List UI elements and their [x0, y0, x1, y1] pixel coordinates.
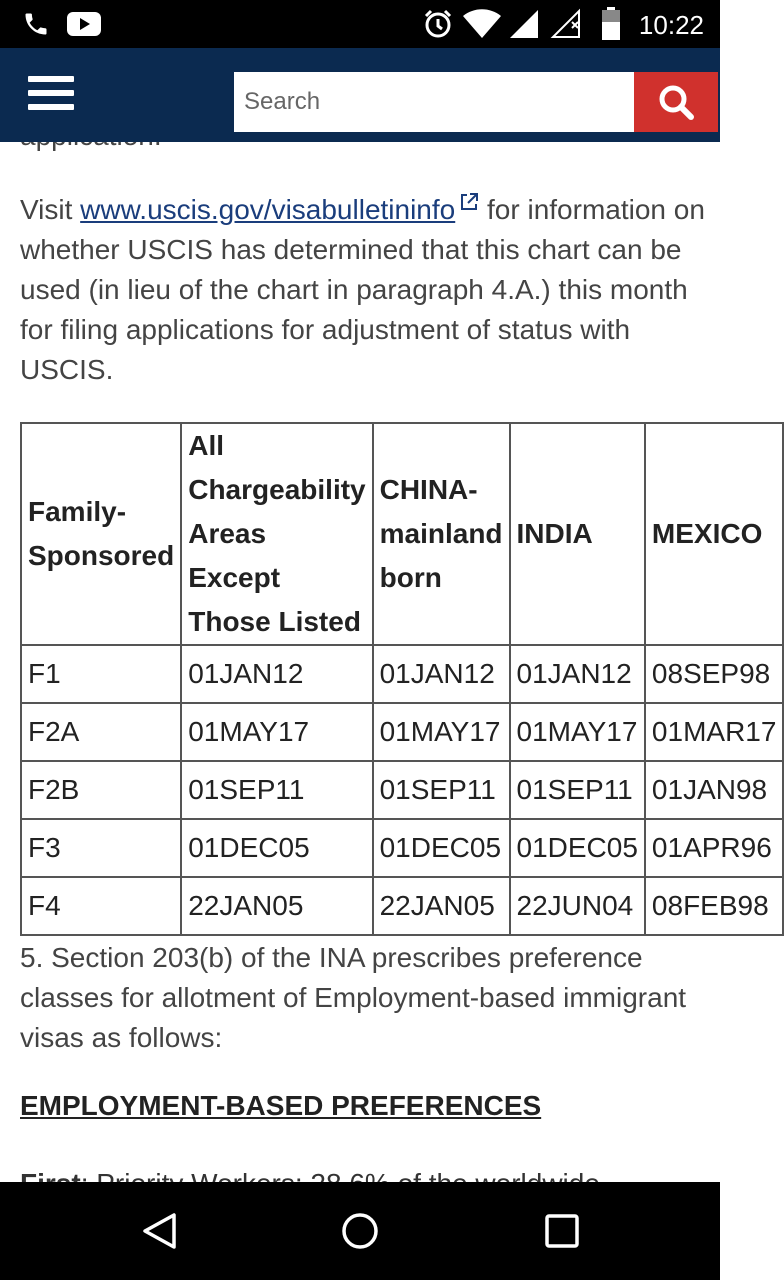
table-cell: 01MAY17: [181, 703, 372, 761]
navigation-bar: [0, 1182, 720, 1280]
header-family-sponsored: Family-Sponsored: [21, 423, 181, 645]
table-cell: F1: [21, 645, 181, 703]
table-cell: F3: [21, 819, 181, 877]
table-cell: 01JAN12: [510, 645, 645, 703]
table-cell: 01MAR17: [645, 703, 784, 761]
visa-bulletin-link-text: www.uscis.gov/visabulletininfo: [80, 194, 456, 225]
table-cell: 22JAN05: [181, 877, 372, 935]
employment-based-heading: EMPLOYMENT-BASED PREFERENCES: [20, 1090, 542, 1121]
search-input[interactable]: [234, 72, 634, 132]
table-cell: F2B: [21, 761, 181, 819]
status-bar: [0, 0, 720, 48]
table-row: [21, 703, 783, 761]
visit-paragraph: [20, 190, 710, 390]
home-icon[interactable]: [340, 1211, 380, 1251]
header-all-chargeability: All Chargeability Areas Except Those Listed: [181, 423, 372, 645]
visit-prefix: Visit: [20, 194, 81, 225]
visa-bulletin-link[interactable]: [80, 194, 455, 225]
table-cell: 01SEP11: [373, 761, 510, 819]
table-cell: 22JAN05: [373, 877, 510, 935]
table-cell: 01SEP11: [510, 761, 645, 819]
status-clock: 10:22: [638, 10, 704, 40]
header-china: CHINA-mainland born: [373, 423, 510, 645]
table-cell: 01APR96: [645, 819, 784, 877]
table-cell: 08FEB98: [645, 877, 784, 935]
table-cell: 01JAN98: [645, 761, 784, 819]
table-cell: 08SEP98: [645, 645, 784, 703]
site-header: [0, 48, 720, 142]
table-cell: 01SEP11: [181, 761, 372, 819]
table-row: [21, 877, 783, 935]
search-button[interactable]: [634, 72, 718, 132]
battery-icon: [600, 6, 622, 42]
recents-icon[interactable]: [542, 1211, 582, 1251]
table-row: [21, 819, 783, 877]
signal-icon: [508, 8, 540, 40]
back-icon[interactable]: [140, 1211, 180, 1251]
table-cell: 01DEC05: [181, 819, 372, 877]
wifi-icon: [462, 8, 502, 40]
table-cell: 01DEC05: [510, 819, 645, 877]
phone-icon: [22, 10, 50, 38]
table-cell: 22JUN04: [510, 877, 645, 935]
header-mexico: MEXICO: [645, 423, 784, 645]
table-cell: 01DEC05: [373, 819, 510, 877]
section-5-paragraph: 5. Section 203(b) of the INA prescribes preference classes for allotment of Employment-based immigrant visas as follows:: [20, 942, 687, 1053]
visit-suffix: for information on whether USCIS has determined that this chart can be used (in lieu of the chart in paragraph 4.A.) this month for filing applications for adjustment of status with USCIS.: [20, 194, 705, 385]
table-cell: 01MAY17: [510, 703, 645, 761]
table-cell: 01JAN12: [373, 645, 510, 703]
table-header-row: [21, 423, 783, 645]
table-cell: 01MAY17: [373, 703, 510, 761]
hamburger-menu-icon[interactable]: [28, 76, 74, 114]
table-cell: F2A: [21, 703, 181, 761]
family-sponsored-table: [20, 422, 784, 936]
table-cell: 01JAN12: [181, 645, 372, 703]
alarm-icon: [422, 8, 454, 40]
table-row: [21, 645, 783, 703]
page-content: [0, 100, 777, 1182]
table-row: [21, 761, 783, 819]
header-india: INDIA: [510, 423, 645, 645]
youtube-icon: [66, 10, 102, 38]
external-link-icon: [459, 192, 479, 212]
search-icon: [656, 82, 696, 122]
signal-empty-icon: [550, 8, 582, 40]
table-cell: F4: [21, 877, 181, 935]
